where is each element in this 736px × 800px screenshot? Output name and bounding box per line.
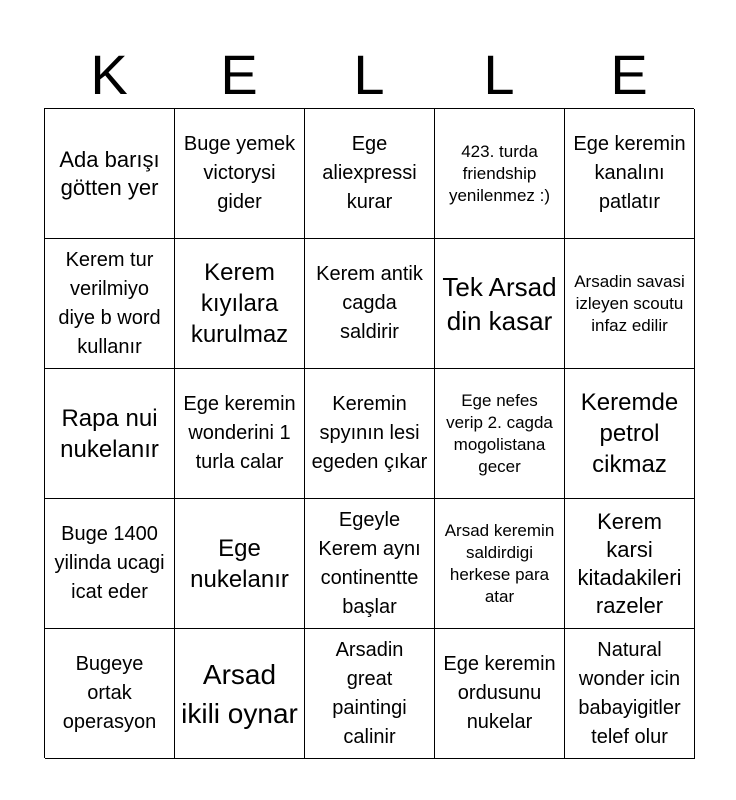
- bingo-cell[interactable]: [175, 109, 305, 239]
- bingo-cell[interactable]: [565, 239, 695, 369]
- bingo-grid: [44, 108, 694, 758]
- bingo-title: [44, 44, 694, 106]
- bingo-cell[interactable]: [435, 109, 565, 239]
- cell-text: Ege aliexpressi kurar: [322, 133, 417, 213]
- cell-text: Keremde petrol cikmaz: [580, 389, 679, 478]
- bingo-cell[interactable]: [305, 629, 435, 759]
- title-letter-e: E: [220, 43, 258, 106]
- bingo-cell[interactable]: [175, 499, 305, 629]
- bingo-cell[interactable]: [435, 239, 565, 369]
- bingo-cell[interactable]: [305, 369, 435, 499]
- cell-text: Ada barışı götten yer: [59, 146, 160, 200]
- cell-text: Arsad ikili oynar: [181, 658, 298, 729]
- bingo-cell[interactable]: [45, 369, 175, 499]
- cell-text: Ege keremin kanalını patlatır: [573, 133, 686, 213]
- cell-text: Natural wonder icin babayigitler telef olur: [578, 638, 681, 748]
- bingo-cell[interactable]: [45, 629, 175, 759]
- bingo-cell[interactable]: [175, 239, 305, 369]
- bingo-cell[interactable]: [45, 499, 175, 629]
- bingo-cell[interactable]: [435, 499, 565, 629]
- bingo-cell[interactable]: [175, 369, 305, 499]
- bingo-cell[interactable]: [565, 629, 695, 759]
- cell-text: Ege keremin wonderini 1 turla calar: [183, 393, 296, 473]
- title-letter-l: L: [353, 43, 385, 106]
- cell-text: Ege keremin ordusunu nukelar: [443, 653, 556, 733]
- cell-text: Arsadin savasi izleyen scoutu infaz edilir: [574, 271, 685, 335]
- title-letter-e: E: [610, 43, 648, 106]
- bingo-cell[interactable]: [565, 109, 695, 239]
- cell-text: Ege nefes verip 2. cagda mogolistana gecer: [446, 390, 553, 476]
- bingo-cell[interactable]: [565, 369, 695, 499]
- bingo-cell[interactable]: [45, 109, 175, 239]
- cell-text: Arsad keremin saldirdigi herkese para atar: [444, 520, 555, 606]
- cell-text: 423. turda friendship yenilenmez :): [448, 141, 551, 205]
- cell-text: Keremin spyının lesi egeden çıkar: [311, 393, 428, 473]
- cell-text: Egeyle Kerem aynı continentte başlar: [318, 508, 421, 618]
- cell-text: Buge yemek victorysi gider: [183, 133, 296, 213]
- cell-text: Kerem tur verilmiyo diye b word kullanır: [58, 248, 161, 358]
- bingo-cell[interactable]: [175, 629, 305, 759]
- cell-text: Tek Arsad din kasar: [442, 271, 557, 336]
- bingo-cell[interactable]: [305, 109, 435, 239]
- cell-text: Ege nukelanır: [190, 534, 289, 593]
- title-letter-l: L: [483, 43, 515, 106]
- cell-text: Arsadin great paintingi calinir: [332, 638, 407, 748]
- bingo-cell[interactable]: [435, 369, 565, 499]
- cell-text: Kerem kıyılara kurulmaz: [190, 259, 289, 348]
- cell-text: Kerem antik cagda saldirir: [316, 263, 423, 343]
- bingo-cell[interactable]: [305, 239, 435, 369]
- bingo-cell[interactable]: [45, 239, 175, 369]
- bingo-cell[interactable]: [565, 499, 695, 629]
- title-letter-k: K: [90, 43, 128, 106]
- bingo-cell[interactable]: [305, 499, 435, 629]
- cell-text: Kerem karsi kitadakileri razeler: [577, 508, 682, 618]
- cell-text: Buge 1400 yilinda ucagi icat eder: [54, 523, 165, 603]
- bingo-cell[interactable]: [435, 629, 565, 759]
- cell-text: Bugeye ortak operasyon: [62, 653, 157, 733]
- cell-text: Rapa nui nukelanır: [60, 404, 159, 463]
